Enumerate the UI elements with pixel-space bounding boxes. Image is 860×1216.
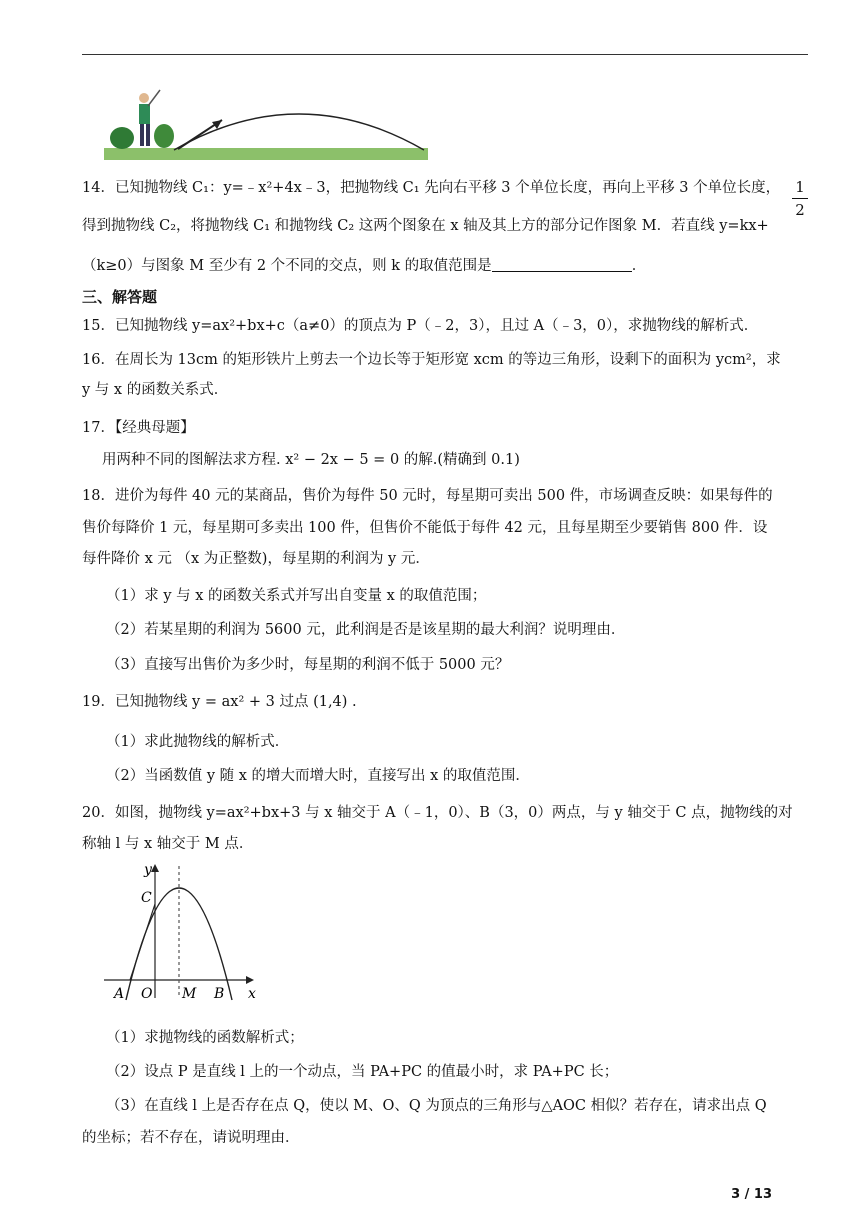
point-c-label: C <box>141 890 152 906</box>
header-rule <box>82 54 808 55</box>
q20-line2: 称轴 l 与 x 轴交于 M 点． <box>82 836 254 852</box>
point-m-label: M <box>182 986 197 1002</box>
golfer-trajectory-illustration <box>104 86 428 162</box>
q15-text: 15．已知抛物线 y=ax²+bx+c（a≠0）的顶点为 P（﹣2，3），且过 A（﹣3，0），求抛物线的解析式． <box>82 318 759 334</box>
q14-line1: 14．已知抛物线 C₁：y=﹣x²+4x﹣3，把抛物线 C₁ 先向右平移 3 个单位长度，再向上平移 3 个单位长度， <box>82 180 781 196</box>
q14-line2: 得到抛物线 C₂，将抛物线 C₁ 和抛物线 C₂ 这两个图象在 x 轴及其上方的部分记作图象 M．若直线 y=kx+ <box>82 218 769 234</box>
fraction-bar <box>792 198 808 199</box>
q18-sub3: （3）直接写出售价为多少时，每星期的利润不低于 5000 元？ <box>106 657 510 673</box>
q20-line1: 20．如图，抛物线 y=ax²+bx+3 与 x 轴交于 A（﹣1，0）、B（3，0）两点，与 y 轴交于 C 点，抛物线的对 <box>82 805 793 821</box>
q14-line3-end: ． <box>631 258 647 274</box>
q14-answer-blank[interactable] <box>492 257 632 272</box>
q18-sub2: （2）若某星期的利润为 5600 元，此利润是否是该星期的最大利润？说明理由． <box>106 622 626 638</box>
q20-sub4: 的坐标；若不存在，请说明理由． <box>82 1130 300 1146</box>
q19-line1: 19．已知抛物线 y = ax² + 3 过点 (1,4) . <box>82 694 357 710</box>
y-axis-arrow-icon <box>151 864 159 872</box>
q18-line2: 售价每降价 1 元，每星期可多卖出 100 件，但售价不能低于每件 42 元，且每星期至少要销售 800 件．设 <box>82 520 768 536</box>
q20-sub3: （3）在直线 l 上是否存在点 Q，使以 M、O、Q 为顶点的三角形与△AOC 相似？若存在，请求出点 Q <box>106 1098 767 1114</box>
page-number: 3 / 13 <box>731 1187 772 1202</box>
q20-sub2: （2）设点 P 是直线 l 上的一个动点，当 PA+PC 的值最小时，求 PA+PC 长； <box>106 1064 619 1080</box>
q20-sub1: （1）求抛物线的函数解析式； <box>106 1030 304 1046</box>
q16-line1: 16．在周长为 13cm 的矩形铁片上剪去一个边长等于矩形宽 xcm 的等边三角形，设剩下的面积为 ycm²，求 <box>82 352 781 368</box>
q14-fraction-denominator: 2 <box>795 201 805 219</box>
q14-line3 <box>82 256 812 276</box>
point-o-label: O <box>141 986 153 1002</box>
y-axis-label: y <box>144 862 152 878</box>
q18-line1: 18．进价为每件 40 元的某商品，售价为每件 50 元时，每星期可卖出 500 件，市场调查反映：如果每件的 <box>82 488 773 504</box>
q17-line2: 用两种不同的图解法求方程. x² − 2x − 5 = 0 的解.(精确到 0.1) <box>102 452 520 468</box>
q14-fraction <box>792 178 808 219</box>
section-title: 三、解答题 <box>82 288 158 306</box>
point-a-label: A <box>114 986 125 1002</box>
parabola-figure <box>100 858 270 1008</box>
q18-sub1: （1）求 y 与 x 的函数关系式并写出自变量 x 的取值范围； <box>106 588 487 604</box>
q19-sub1: （1）求此抛物线的解析式． <box>106 734 290 750</box>
x-axis-arrow-icon <box>246 976 254 984</box>
q16-line2: y 与 x 的函数关系式． <box>82 382 229 398</box>
q19-sub2: （2）当函数值 y 随 x 的增大而增大时，直接写出 x 的取值范围． <box>106 768 530 784</box>
x-axis-label: x <box>248 986 256 1002</box>
segment-ac <box>130 904 155 980</box>
q14-fraction-numerator: 1 <box>795 178 805 196</box>
q18-line3: 每件降价 x 元 （x 为正整数)，每星期的利润为 y 元． <box>82 551 430 567</box>
point-b-label: B <box>214 986 225 1002</box>
q14-line3-text: （k≥0）与图象 M 至少有 2 个不同的交点，则 k 的取值范围是 <box>82 258 492 274</box>
q17-line1: 17．【经典母题】 <box>82 420 195 436</box>
